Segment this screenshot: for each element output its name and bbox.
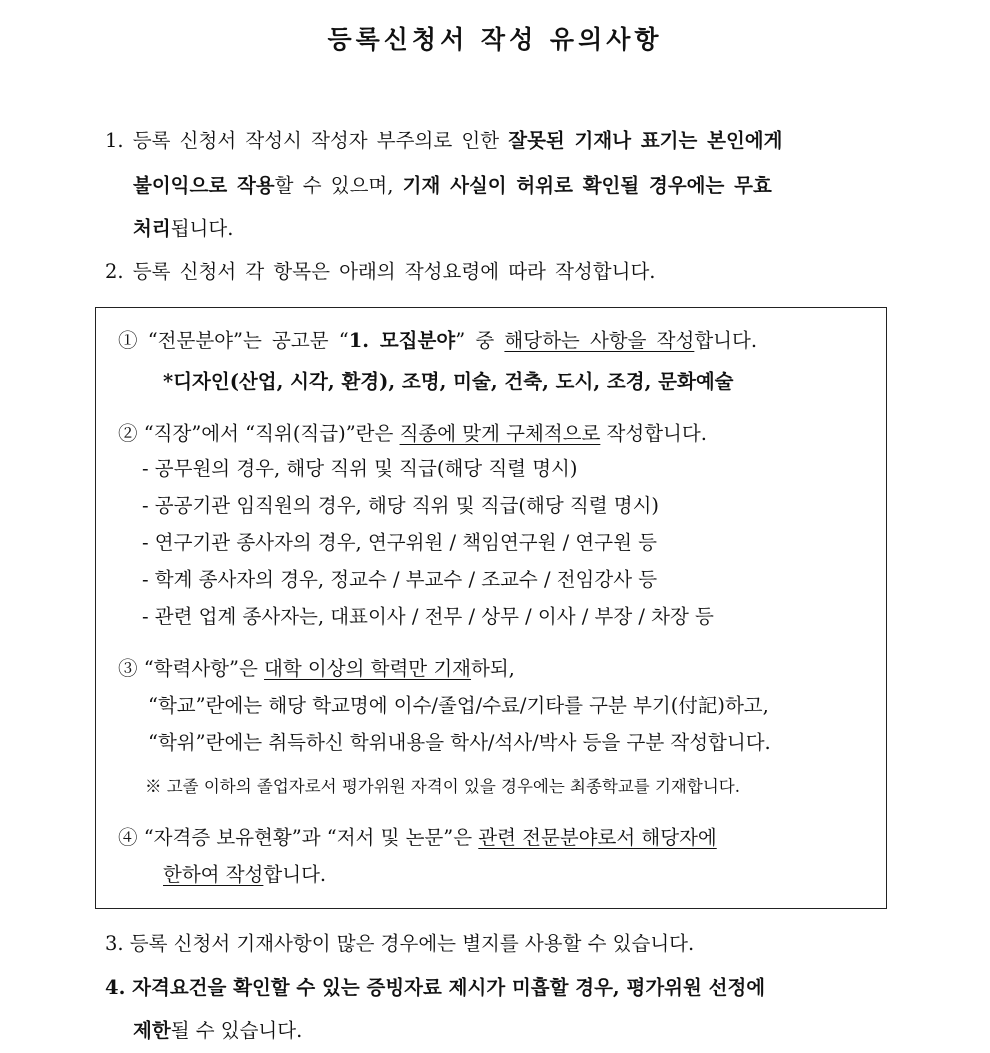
- item-2: 2. 등록 신청서 각 항목은 아래의 작성요령에 따라 작성합니다.: [105, 260, 656, 283]
- section-1-text: 합니다.: [694, 329, 758, 352]
- section-2-bullet: - 공공기관 임직원의 경우, 해당 직위 및 직급(해당 직렬 명시): [142, 494, 660, 517]
- item-4-emphasis: 제한: [133, 1019, 171, 1042]
- section-1-text: ① “전문분야”는 공고문 “: [118, 329, 349, 352]
- section-4-underline: 관련 전문분야로서 해당자에: [478, 826, 717, 849]
- section-3-line-2: “학교”란에는 해당 학교명에 이수/졸업/수료/기타를 구분 부기(付記)하고,: [148, 694, 769, 717]
- section-3-underline: 대학 이상의 학력만 기재: [264, 657, 471, 680]
- item-4-line-1: 4. 자격요건을 확인할 수 있는 증빙자료 제시가 미흡할 경우, 평가위원 선정에: [105, 976, 766, 999]
- section-2-bullet: - 학계 종사자의 경우, 정교수 / 부교수 / 조교수 / 전임강사 등: [142, 568, 658, 591]
- item-1-emphasis: 처리: [133, 217, 171, 240]
- section-4-line-2: [163, 865, 326, 885]
- section-1-emphasis: 1. 모집분야: [348, 329, 456, 352]
- item-4-line-2: [133, 1021, 302, 1041]
- item-1-text: 1. 등록 신청서 작성시 작성자 부주의로 인한: [105, 129, 509, 152]
- section-2-bullet: - 공무원의 경우, 해당 직위 및 직급(해당 직렬 명시): [142, 457, 578, 480]
- section-2-text: 작성합니다.: [600, 422, 707, 445]
- item-1-line-2: [133, 176, 772, 196]
- item-1-emphasis: 불이익으로 작용: [133, 174, 275, 197]
- item-1-emphasis: 기재 사실이 허위로 확인될 경우에는 무효: [402, 174, 772, 197]
- section-2-bullet: - 관련 업계 종사자는, 대표이사 / 전무 / 상무 / 이사 / 부장 / 차장 등: [142, 605, 714, 628]
- section-4-line-1: [118, 828, 717, 848]
- item-1-text: 할 수 있으며,: [274, 174, 403, 197]
- item-1-emphasis: 잘못된 기재나 표기는 본인에게: [508, 129, 783, 152]
- section-4-text: ④ “자격증 보유현황”과 “저서 및 논문”은: [118, 826, 479, 849]
- item-4-text: 될 수 있습니다.: [170, 1019, 303, 1042]
- item-1-line-3: [133, 219, 233, 239]
- item-1-text: 됩니다.: [170, 217, 234, 240]
- section-2-bullet: - 연구기관 종사자의 경우, 연구위원 / 책임연구원 / 연구원 등: [142, 531, 657, 554]
- section-3-line-3: “학위”란에는 취득하신 학위내용을 학사/석사/박사 등을 구분 작성합니다.: [148, 731, 771, 754]
- section-4-underline: 한하여 작성: [163, 863, 264, 886]
- section-3-note: ※ 고졸 이하의 졸업자로서 평가위원 자격이 있을 경우에는 최종학교를 기재합니다.: [145, 777, 740, 796]
- section-3-text: 하되,: [471, 657, 515, 680]
- section-4-text: 합니다.: [263, 863, 327, 886]
- section-3-text: ③ “학력사항”은: [118, 657, 265, 680]
- item-1-line-1: [105, 131, 782, 151]
- section-1-text: ” 중: [455, 329, 505, 352]
- item-3: 3. 등록 신청서 기재사항이 많은 경우에는 별지를 사용할 수 있습니다.: [105, 932, 695, 955]
- section-3-line-1: [118, 659, 515, 679]
- section-1-underline: 해당하는 사항을 작성: [504, 329, 695, 352]
- section-1-line-1: [118, 331, 757, 351]
- section-1-design-list: *디자인(산업, 시각, 환경), 조명, 미술, 건축, 도시, 조경, 문화예술: [163, 370, 734, 393]
- page-title: 등록신청서 작성 유의사항: [327, 25, 663, 54]
- section-2-underline: 직종에 맞게 구체적으로: [399, 422, 601, 445]
- section-2-text: ② “직장”에서 “직위(직급)”란은: [118, 422, 400, 445]
- section-2-line-1: [118, 424, 707, 444]
